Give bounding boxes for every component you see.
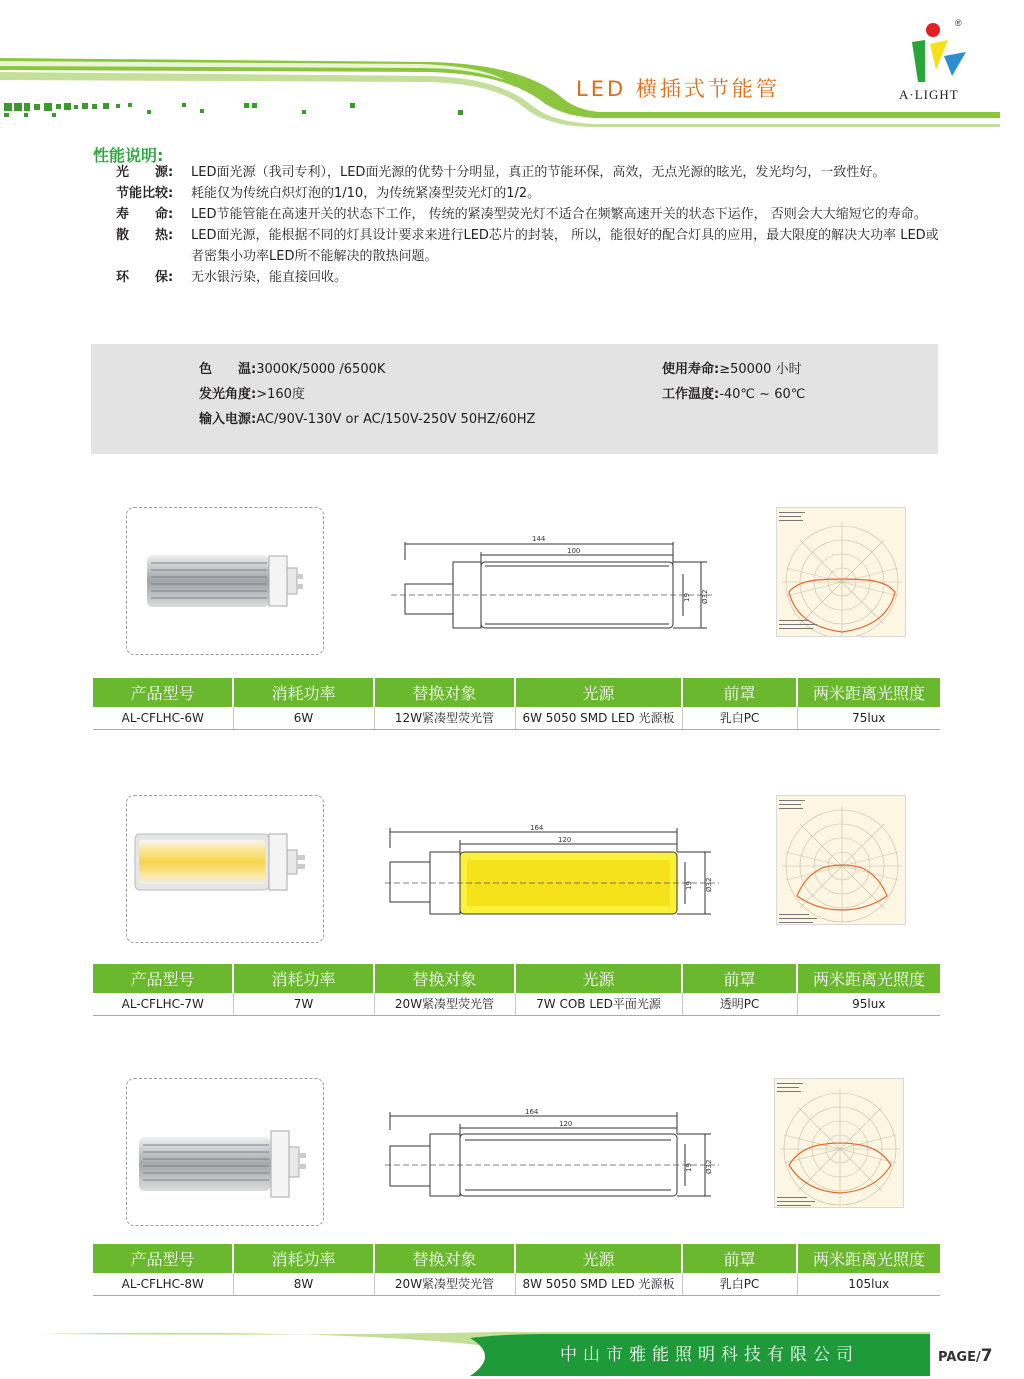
intro-item-label: 节能比较: <box>116 186 174 201</box>
column-header: 替换对象 <box>374 964 515 993</box>
dimension-overall: 164 <box>525 1108 539 1116</box>
cell-model: AL-CFLHC-7W <box>93 993 233 1015</box>
column-header: 消耗功率 <box>233 678 374 707</box>
page-number <box>938 1346 993 1366</box>
intro-item-label: 寿 命: <box>116 207 174 222</box>
product-photo <box>127 1079 323 1225</box>
registered-mark: ® <box>955 18 962 28</box>
intro-item <box>116 183 948 204</box>
cell-lux: 105lux <box>797 1273 940 1295</box>
polar-light-distribution-chart <box>776 795 906 925</box>
header-swoosh <box>0 0 1024 140</box>
dimension-overall: 164 <box>530 824 544 832</box>
cell-power: 6W <box>233 707 374 729</box>
cell-model: AL-CFLHC-6W <box>93 707 233 729</box>
product-photo-frame <box>126 1078 324 1226</box>
spec-box <box>91 344 938 454</box>
column-header: 消耗功率 <box>233 964 374 993</box>
table-row <box>93 993 940 1015</box>
table-row <box>93 1273 940 1295</box>
spec-value: AC/90V-130V or AC/150V-250V 50HZ/60HZ <box>256 412 536 427</box>
intro-heading: 性能说明: <box>93 146 164 165</box>
dimension-drawing <box>385 818 725 948</box>
column-header: 前罩 <box>682 964 797 993</box>
column-header: 两米距离光照度 <box>797 678 940 707</box>
product-photo <box>127 508 323 654</box>
page-number-value: 7 <box>980 1346 993 1366</box>
spec-label: 发光角度: <box>199 387 257 402</box>
cell-source: 6W 5050 SMD LED 光源板 <box>515 707 682 729</box>
dimension-tube: 100 <box>567 547 581 555</box>
intro-item-text: 无水银污染，能直接回收。 <box>191 270 348 285</box>
spec-input-power <box>199 410 535 430</box>
dimension-height: 19 <box>685 881 693 890</box>
brand-logo-text: A·LIGHT <box>899 87 959 102</box>
product-photo <box>127 796 323 942</box>
logo-figure <box>912 23 966 82</box>
intro-item-text: LED节能管能在高速开关的状态下工作， 传统的紧凑型荧光灯不适合在频繁高速开关的状态下运作， 否则会大大缩短它的寿命。 <box>191 207 927 222</box>
intro-item-text: LED面光源，能根据不同的灯具设计要求来进行LED芯片的封装， 所以，能很好的配合灯具的应用，最大限度的解决大功率 LED或者密集小功率LED所不能解决的散热问题。 <box>191 228 939 264</box>
column-header: 两米距离光照度 <box>797 1244 940 1273</box>
cell-lux: 75lux <box>797 707 940 729</box>
product-table <box>93 964 940 1016</box>
spec-value: 3000K/5000 /6500K <box>256 362 386 377</box>
column-header: 两米距离光照度 <box>797 964 940 993</box>
column-header: 前罩 <box>682 1244 797 1273</box>
cell-power: 8W <box>233 1273 374 1295</box>
dimension-tube: 120 <box>559 1120 573 1128</box>
spec-label: 色 温: <box>199 362 257 377</box>
dimension-drawing <box>385 1100 725 1230</box>
cell-replaces: 20W紧凑型荧光管 <box>374 1273 515 1295</box>
spec-operating-temp <box>662 385 805 405</box>
column-header: 前罩 <box>682 678 797 707</box>
polar-light-distribution-chart <box>774 1078 904 1208</box>
product-photo-frame <box>126 795 324 943</box>
intro-item <box>116 267 948 288</box>
polar-light-distribution-chart <box>776 507 906 637</box>
intro-item-label: 光 源: <box>116 165 174 180</box>
column-header: 光源 <box>515 678 682 707</box>
page-footer <box>0 1330 1024 1379</box>
column-header: 产品型号 <box>93 1244 233 1273</box>
dimension-height: 19 <box>685 1163 693 1172</box>
spec-label: 输入电源: <box>199 412 257 427</box>
column-header: 消耗功率 <box>233 1244 374 1273</box>
column-header: 替换对象 <box>374 1244 515 1273</box>
intro-item-label: 散 热: <box>116 228 174 243</box>
cell-power: 7W <box>233 993 374 1015</box>
product-photo-frame <box>126 507 324 655</box>
intro-item <box>116 204 948 225</box>
dimension-tube: 120 <box>558 836 572 844</box>
cell-cover: 乳白PC <box>682 707 797 729</box>
page-title: LED 横插式节能管 <box>576 77 780 101</box>
spec-label: 使用寿命: <box>662 362 720 377</box>
cell-replaces: 20W紧凑型荧光管 <box>374 993 515 1015</box>
spec-value: >160度 <box>256 387 305 402</box>
intro-item <box>116 225 948 267</box>
spec-color-temp <box>199 360 385 380</box>
column-header: 替换对象 <box>374 678 515 707</box>
spec-value: ≥50000 小时 <box>719 362 802 377</box>
product-table <box>93 678 940 730</box>
spec-label: 工作温度: <box>662 387 720 402</box>
column-header: 光源 <box>515 1244 682 1273</box>
cell-source: 8W 5050 SMD LED 光源板 <box>515 1273 682 1295</box>
cell-model: AL-CFLHC-8W <box>93 1273 233 1295</box>
dimension-diameter: Ø32 <box>705 877 713 892</box>
table-row <box>93 707 940 729</box>
spec-value: -40℃ ~ 60℃ <box>719 387 806 402</box>
cell-source: 7W COB LED平面光源 <box>515 993 682 1015</box>
company-name: 中山市雅能照明科技有限公司 <box>560 1345 859 1365</box>
column-header: 产品型号 <box>93 678 233 707</box>
dimension-diameter: Ø32 <box>701 589 709 604</box>
column-header: 产品型号 <box>93 964 233 993</box>
footer-swoosh <box>0 1330 1024 1379</box>
dimension-height: 19 <box>683 593 691 602</box>
intro-list <box>116 162 948 288</box>
cell-cover: 透明PC <box>682 993 797 1015</box>
cell-cover: 乳白PC <box>682 1273 797 1295</box>
intro-item-text: LED面光源（我司专利），LED面光源的优势十分明显，真正的节能环保，高效，无点光源的眩光，发光均匀，一致性好。 <box>191 165 886 180</box>
cell-lux: 95lux <box>797 993 940 1015</box>
dimension-drawing <box>385 530 725 660</box>
cell-replaces: 12W紧凑型荧光管 <box>374 707 515 729</box>
spec-lifetime <box>662 360 802 380</box>
intro-item-text: 耗能仅为传统白炽灯泡的1/10，为传统紧凑型荧光灯的1/2。 <box>191 186 541 201</box>
page-prefix: PAGE/ <box>938 1350 981 1365</box>
intro-item <box>116 162 948 183</box>
column-header: 光源 <box>515 964 682 993</box>
product-table <box>93 1244 940 1296</box>
page-header <box>0 0 1024 140</box>
spec-beam-angle <box>199 385 305 405</box>
dimension-diameter: Ø32 <box>705 1159 713 1174</box>
intro-item-label: 环 保: <box>116 270 174 285</box>
dimension-overall: 144 <box>532 535 546 543</box>
